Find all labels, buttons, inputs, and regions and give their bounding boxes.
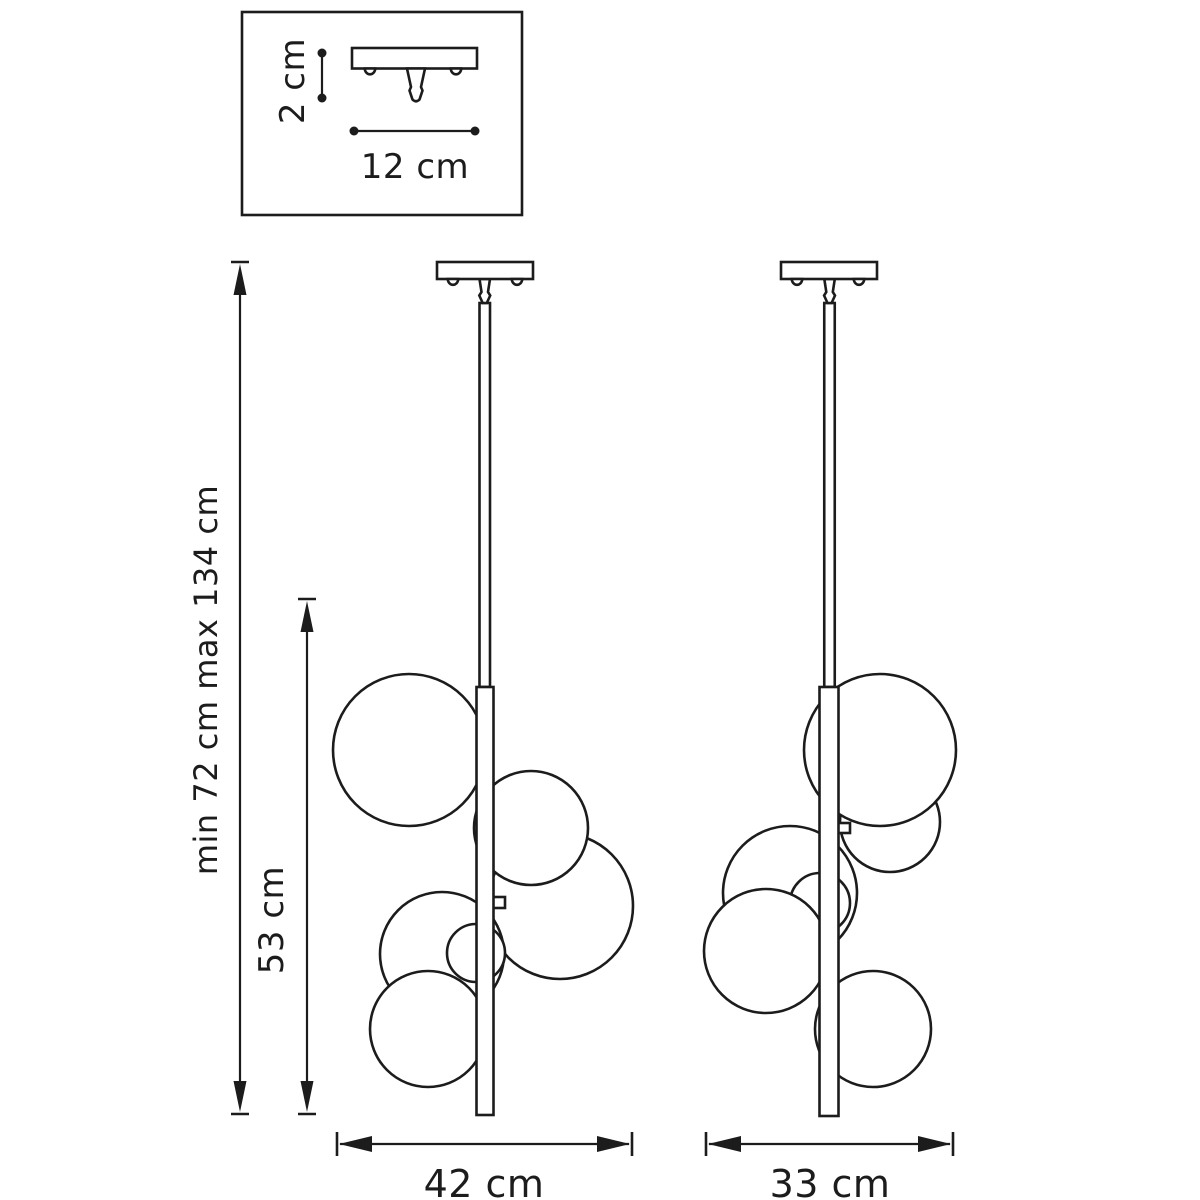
front-width-dimension xyxy=(337,1132,632,1200)
cluster-height-dimension xyxy=(252,599,316,1114)
hanger-rod xyxy=(824,303,835,687)
dimension-dot xyxy=(318,49,327,58)
canopy-detail-inset xyxy=(242,12,522,215)
cluster-height-label: 53 cm xyxy=(252,865,292,975)
screw-head xyxy=(451,69,461,75)
rod-connector xyxy=(824,279,835,303)
inset-height-label: 2 cm xyxy=(273,37,313,125)
screw-head xyxy=(854,279,864,285)
overall-height-label: min 72 cm max 134 cm xyxy=(187,484,225,876)
screw-head xyxy=(512,279,522,285)
arrowhead-right xyxy=(918,1136,951,1152)
inset-canopy-drawing xyxy=(352,48,477,101)
pendant-side-view xyxy=(704,262,956,1116)
dimension-dot xyxy=(350,127,359,136)
canopy-plate xyxy=(352,48,477,69)
arrowhead-up xyxy=(234,264,247,295)
arrowhead-down xyxy=(234,1081,247,1112)
glass-globe xyxy=(704,889,828,1013)
hanger-tube xyxy=(820,687,839,1116)
screw-head xyxy=(448,279,458,285)
ceiling-canopy xyxy=(437,262,533,279)
hanger-rod xyxy=(480,303,491,687)
front-width-label: 42 cm xyxy=(423,1162,545,1200)
glass-globe xyxy=(333,674,485,826)
ceiling-canopy xyxy=(781,262,877,279)
dimension-dot xyxy=(318,94,327,103)
inset-height-dimension xyxy=(273,38,327,124)
rod-connector xyxy=(479,279,490,303)
screw-head xyxy=(365,69,375,75)
side-width-dimension xyxy=(706,1132,953,1200)
arrowhead-right xyxy=(597,1136,630,1152)
inset-width-label: 12 cm xyxy=(360,147,470,187)
glass-globe xyxy=(370,971,486,1087)
inset-width-dimension xyxy=(350,127,480,188)
strain-relief-connector xyxy=(407,69,425,102)
arrowhead-up xyxy=(301,601,314,632)
overall-height-dimension xyxy=(187,262,249,1114)
screw-head xyxy=(792,279,802,285)
arrowhead-down xyxy=(301,1081,314,1112)
pendant-front-view xyxy=(333,262,633,1115)
dimension-dot xyxy=(471,127,480,136)
hanger-tube xyxy=(477,687,494,1115)
side-width-label: 33 cm xyxy=(769,1162,891,1200)
